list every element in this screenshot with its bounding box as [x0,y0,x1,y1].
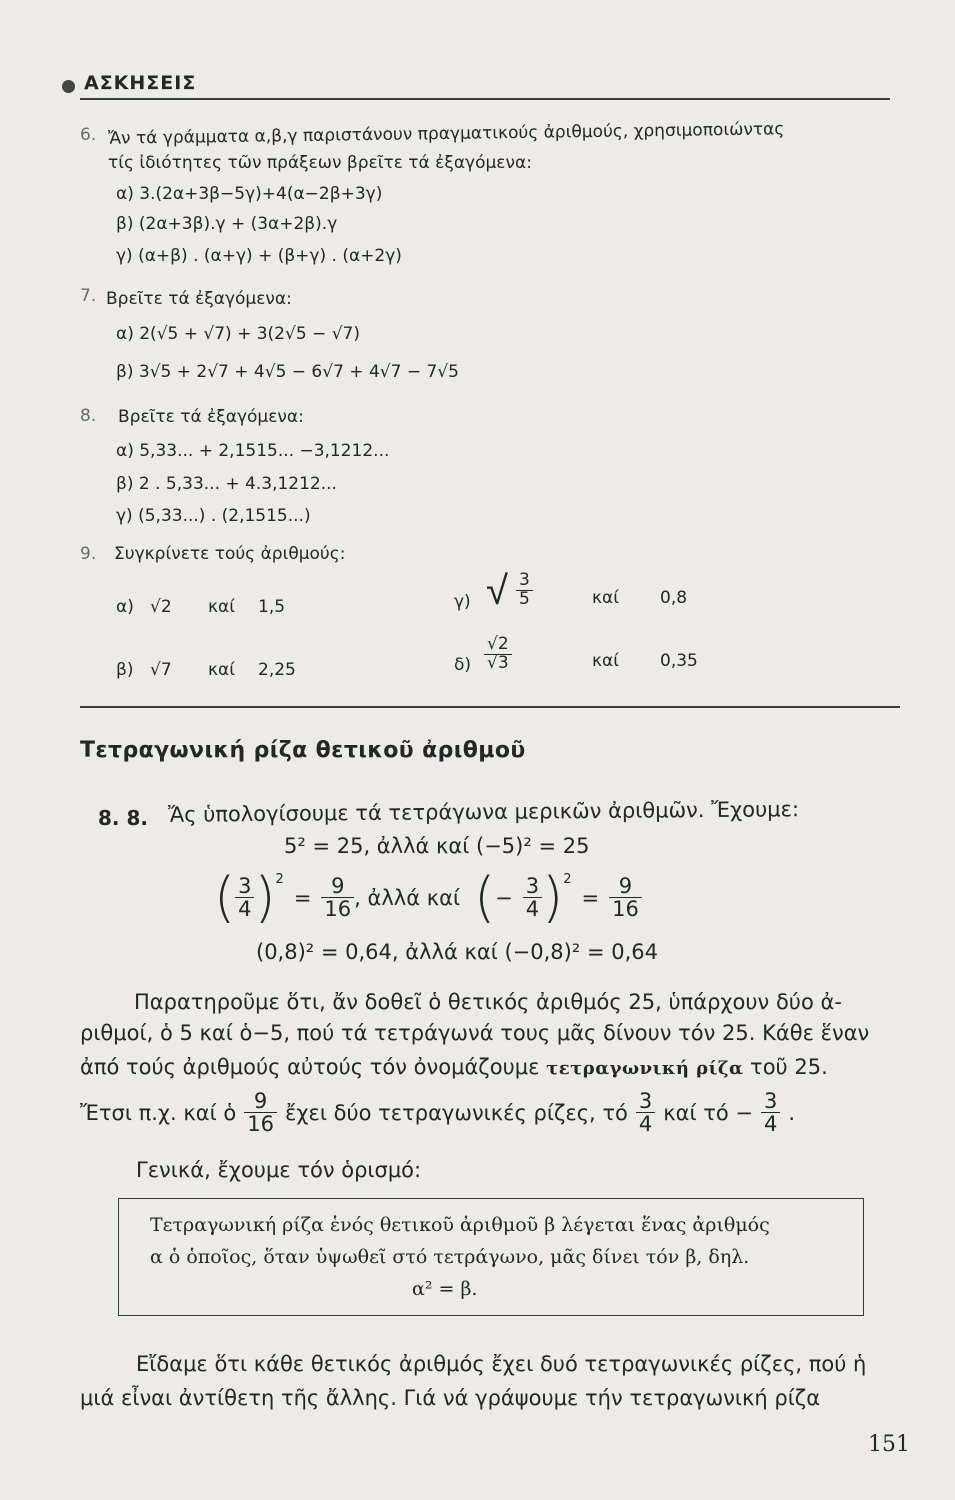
example-denominator: 16 [247,1112,274,1137]
definition-line-2: α ὁ ὁποῖος, ὅταν ὑψωθεῖ στό τετράγωνο, μᾶς δίνει τόν β, δηλ. [150,1246,750,1268]
exercise-9-d-numerator: √2 [484,636,512,655]
term-square-root: τετραγωνική ρίζα [546,1058,744,1079]
exercise-8-a: α) 5,33... + 2,1515... −3,1212... [116,441,390,461]
example-and-minus: καί τό − [663,1100,754,1125]
exercise-9-a-and: καί [208,597,235,617]
eq2-denominator-2: 16 [324,897,352,921]
intro-sentence: Ἄς ὑπολογίσουμε τά τετράγωνα μερικῶν ἀριθμῶν. Ἔχουμε: [167,797,800,827]
paragraph-line-4 [80,1090,795,1135]
exercise-8-number: 8. [80,406,97,426]
exercise-8-intro: Βρεῖτε τά ἐξαγόμενα: [118,407,304,427]
header-rule [80,98,890,100]
exercise-9-d-value: 0,35 [660,651,698,671]
paragraph-line-3-end: τοῦ 25. [743,1055,828,1079]
definition-line-3: α² = β. [412,1278,478,1300]
example-numerator: 9 [244,1090,277,1113]
exercise-9-g-numerator: 3 [516,572,533,591]
root-positive-denominator: 4 [638,1112,653,1137]
eq2-numerator-3: 3 [523,875,542,898]
paragraph-line-7: μιά εἶναι ἀντίθετη τῆς ἄλλης. Γιά νά γράψουμε τήν τετραγωνική ρίζα [80,1386,821,1410]
exercise-6-c: γ) (α+β) . (α+γ) + (β+γ) . (α+2γ) [116,246,402,266]
exercise-7-b: β) 3√5 + 2√7 + 4√5 − 6√7 + 4√7 − 7√5 [116,362,459,382]
exercise-9-g-label: γ) [454,592,471,612]
eq2-fraction-1 [235,875,254,920]
exercises-bottom-rule [80,706,900,708]
exercise-9-d-label: δ) [454,655,472,675]
exercise-9-g-fraction [516,572,533,609]
paren-close-icon: ) [254,866,276,929]
exercise-9-number: 9. [80,544,97,564]
eq2-equals-1: = [293,885,312,910]
example-fraction [244,1090,277,1135]
exercise-9-b-value: √7 [150,660,172,680]
paren-open-icon-2: ( [474,866,496,929]
section-title: Τετραγωνική ρίζα θετικοῦ ἀριθμοῦ [80,738,526,763]
exercise-9-g-denominator: 5 [519,588,530,609]
exercise-8-b: β) 2 . 5,33... + 4.3,1212... [116,474,337,494]
eq2-equals-2: = [581,885,600,910]
exercise-6-line1: Ἄν τά γράμματα α,β,γ παριστάνουν πραγματικούς ἀριθμούς, χρησιμοποιώντας [107,119,785,149]
exercise-9-d-and: καί [592,651,619,671]
equation-3: (0,8)² = 0,64, ἀλλά καί (−0,8)² = 0,64 [256,940,658,964]
root-negative-fraction [761,1090,780,1135]
eq2-exponent-1: 2 [275,872,284,887]
paragraph-line-1: Παρατηροῦμε ὅτι, ἄν δοθεῖ ὁ θετικός ἀριθμός 25, ὑπάρχουν δύο ἀ- [134,990,842,1014]
exercise-9-b-and: καί [208,660,235,680]
exercise-9-b-label: β) [116,660,134,680]
page-number: 151 [868,1432,910,1457]
exercise-7-intro: Βρεῖτε τά ἐξαγόμενα: [106,289,292,309]
paren-open-icon: ( [214,866,236,929]
paragraph-line-3 [80,1055,828,1079]
example-middle: ἔχει δύο τετραγωνικές ρίζες, τό [284,1100,628,1125]
root-negative-denominator: 4 [764,1112,778,1137]
eq2-numerator-2: 9 [321,875,354,898]
paragraph-line-6: Εἴδαμε ὅτι κάθε θετικός ἀριθμός ἔχει δυό τετραγωνικές ρίζες, πού ἡ [136,1352,867,1376]
exercise-9-g-radical: √ [486,568,508,614]
exercise-6-number: 6. [80,125,97,145]
eq2-denominator-3: 4 [525,897,540,921]
exercise-8-c: γ) (5,33...) . (2,1515...) [116,506,311,526]
definition-intro: Γενικά, ἔχουμε τόν ὁρισμό: [136,1158,422,1182]
paragraph-number: 8. 8. [98,806,148,830]
eq2-denominator-1: 4 [238,897,252,921]
paragraph-line-3-start: ἀπό τούς ἀριθμούς αὐτούς τόν ὀνομάζουμε [80,1055,547,1079]
exercise-9-a-label: α) [116,597,134,617]
example-prefix: Ἔτσι π.χ. καί ὁ [80,1100,237,1125]
eq2-numerator-4: 9 [609,875,642,898]
eq2-fraction-2 [321,875,354,920]
root-negative-numerator: 3 [761,1090,780,1113]
eq2-also: , ἀλλά καί [354,885,461,910]
root-positive-fraction [636,1090,655,1135]
eq2-minus: − [495,885,513,910]
exercise-9-intro: Συγκρίνετε τούς ἀριθμούς: [114,544,346,564]
equation-1: 5² = 25, ἀλλά καί (−5)² = 25 [284,834,590,858]
exercise-9-g-value: 0,8 [660,588,688,608]
eq2-numerator-1: 3 [235,875,254,898]
exercise-9-a-number: 1,5 [258,597,286,617]
eq2-fraction-4 [609,875,642,920]
bullet-icon [62,80,75,93]
exercise-6-b: β) (2α+3β).γ + (3α+2β).γ [116,214,338,234]
definition-line-1: Τετραγωνική ρίζα ἑνός θετικοῦ ἀριθμοῦ β λέγεται ἕνας ἀριθμός [150,1214,770,1236]
example-period: . [788,1100,796,1125]
exercise-9-b-number: 2,25 [258,660,296,680]
exercise-7-a: α) 2(√5 + √7) + 3(2√5 − √7) [116,324,360,344]
eq2-denominator-4: 16 [612,897,639,921]
eq2-exponent-2: 2 [563,872,572,887]
exercise-6-line2: τίς ἰδιότητες τῶν πράξεων βρεῖτε τά ἐξαγόμενα: [108,153,532,173]
paren-close-icon-2: ) [542,866,564,929]
paragraph-line-2: ριθμοί, ὁ 5 καί ὁ−5, πού τά τετράγωνά τους μᾶς δίνουν τόν 25. Κάθε ἕναν [80,1021,870,1045]
root-positive-numerator: 3 [636,1090,655,1113]
eq2-fraction-3 [523,875,542,920]
exercise-9-d-denominator: √3 [487,652,509,673]
exercise-9-a-value: √2 [150,597,172,617]
exercise-6-a: α) 3.(2α+3β−5γ)+4(α−2β+3γ) [116,184,383,204]
section-header: ΑΣΚΗΣΕΙΣ [84,72,197,94]
exercise-9-d-fraction [484,636,512,673]
equation-2 [214,866,642,929]
exercise-9-g-and: καί [592,588,619,608]
exercise-7-number: 7. [80,286,97,306]
